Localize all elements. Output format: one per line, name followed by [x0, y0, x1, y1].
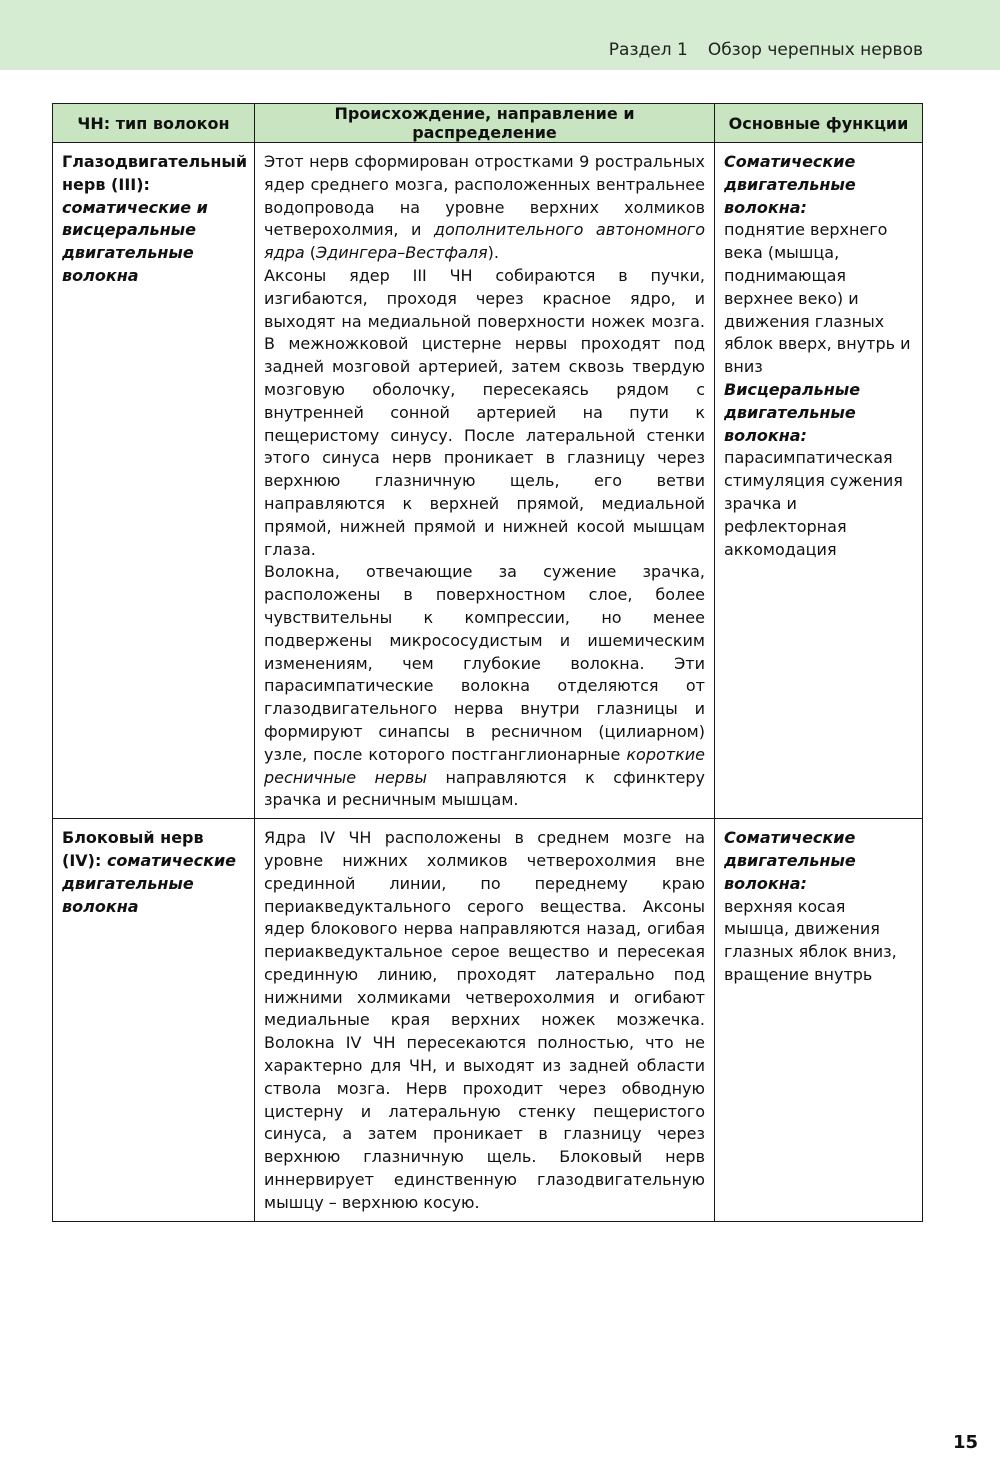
table-row	[53, 819, 923, 1222]
nerve-fiber-type: соматические и висцеральные двигательные волокна	[62, 197, 208, 285]
description-italic: Эдингера–Вестфаля	[316, 243, 488, 263]
function-heading: Соматические двигательные волокна:	[724, 828, 856, 893]
description-text: (	[309, 243, 316, 263]
header-functions: Основные функции	[715, 104, 923, 143]
description-italic: дополнительного автономного ядра	[264, 220, 705, 263]
nerve-description-cell	[255, 143, 715, 819]
function-text: поднятие верхнего века (мышца, поднимающая верхнее веко) и движения глазных яблок вверх, внутрь и вниз	[724, 220, 911, 377]
description-italic: короткие ресничные нервы	[264, 744, 705, 787]
header-origin: Происхождение, направление и распределение	[255, 104, 715, 143]
description-text: направляются к сфинктеру зрачка и ресничным мышцам.	[264, 767, 705, 810]
description-text: Этот нерв сформирован отростками 9 ростральных ядер среднего мозга, расположенных вентральнее водопровода на уровне верхних холмиков четверохолмия, и	[264, 152, 705, 240]
description-paragraph	[264, 561, 705, 812]
function-heading: Висцеральные двигательные волокна:	[724, 379, 861, 445]
nerve-description-cell	[255, 819, 715, 1222]
section-label: Раздел 1	[608, 40, 688, 60]
nerve-fiber-type: соматические двигательные волокна	[62, 850, 237, 916]
function-heading: Соматические двигательные волокна:	[724, 152, 856, 217]
nerve-name-cell	[53, 819, 255, 1222]
description-paragraph: Аксоны ядер III ЧН собираются в пучки, изгибаются, проходя через красное ядро, и выходят на медиальной поверхности ножек мозга. В межножковой цистерне нервы проходят под задней мозговой артерией, затем сквозь твердую мозговую оболочку, пересекаясь рядом с внутренней сонной артерией на пути к пещеристому синусу. После латеральной стенки этого синуса нерв проникает в глазницу через верхнюю глазничную щель, его ветви направляются к верхней прямой, медиальной прямой, нижней прямой и нижней косой мышцам глаза.	[264, 265, 705, 559]
table-header-row	[53, 104, 923, 143]
cranial-nerves-table	[52, 103, 923, 1222]
nerve-name: Глазодвигательный нерв (III):	[62, 152, 248, 194]
function-text: верхняя косая мышца, движения глазных яблок вниз, вращение внутрь	[724, 896, 897, 984]
description-text: Волокна, отвечающие за сужение зрачка, расположены в поверхностном слое, более чувствительны к компрессии, но менее подвержены микрососудистым и ишемическим изменениям, чем глубокие волокна. Эти парасимпатические волокна отделяются от глазодвигательного нерва внутри глазницы и формируют синапсы в ресничном (цилиарном) узле, после которого постганглионарные	[264, 562, 705, 764]
nerve-name-cell	[53, 143, 255, 819]
description-paragraph: Ядра IV ЧН расположены в среднем мозге на уровне нижних холмиков четверохолмия вне срединной линии, по переднему краю периакведуктального серого вещества. Аксоны ядер блокового нерва направляются назад, огибая периакведуктальное серое вещество и пересекая срединную линию, проходят латерально под нижними холмиками четверохолмия и огибают медиальные края верхних ножек мозжечка. Волокна IV ЧН пересекаются полностью, что не характерно для ЧН, и выходят из задней области ствола мозга. Нерв проходит через обводную цистерну и латеральную стенку пещеристого синуса, а затем проникает в глазницу через верхнюю глазничную щель. Блоковый нерв иннервирует единственную глазодвигательную мышцу – верхнюю косую.	[264, 828, 705, 1212]
nerve-name: Блоковый нерв (IV):	[62, 828, 204, 870]
nerve-functions-cell	[715, 143, 923, 819]
description-paragraph	[264, 151, 705, 265]
section-title: Обзор черепных нервов	[707, 40, 923, 60]
header-nerve-type: ЧН: тип волокон	[53, 104, 255, 143]
description-text: ).	[487, 243, 499, 263]
function-text: парасимпатическая стимуляция сужения зрачка и рефлекторная аккомодация	[724, 448, 903, 559]
running-head	[609, 40, 923, 60]
table-row	[53, 143, 923, 819]
nerve-functions-cell	[715, 819, 923, 1222]
page-number: 15	[952, 1432, 978, 1453]
